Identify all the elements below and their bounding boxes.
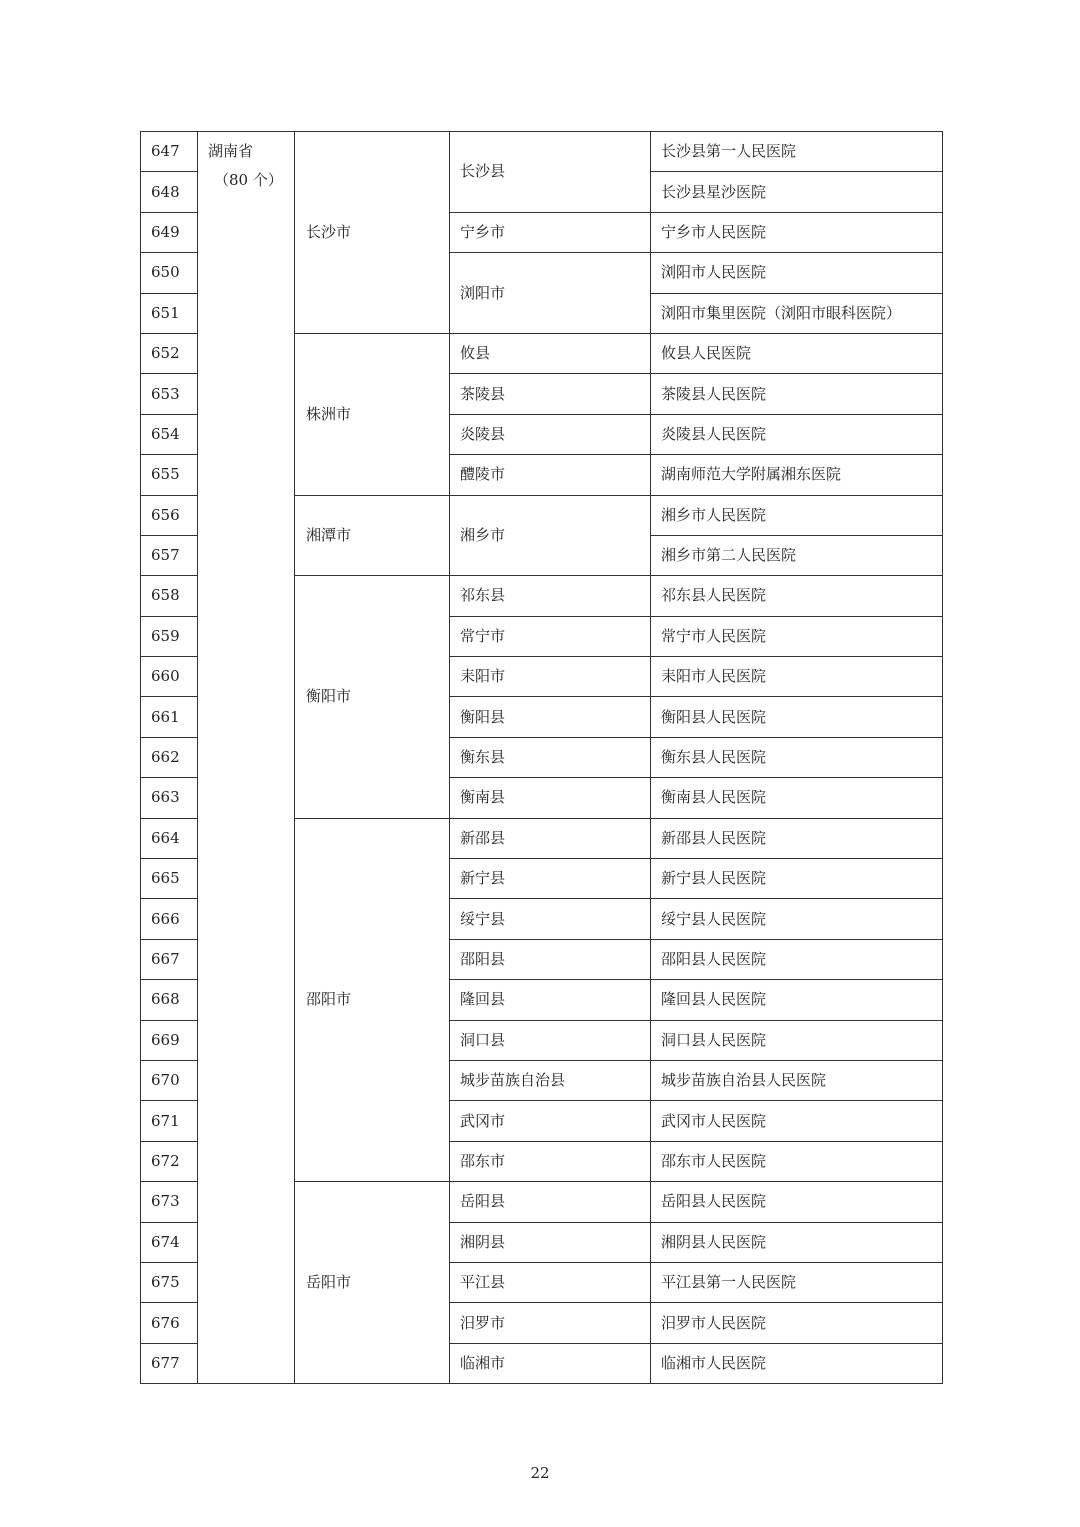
county-cell: 洞口县 <box>450 1020 651 1060</box>
county-cell: 耒阳市 <box>450 657 651 697</box>
hospital-cell: 长沙县星沙医院 <box>651 172 943 212</box>
county-cell: 湘乡市 <box>450 495 651 576</box>
county-cell: 醴陵市 <box>450 455 651 495</box>
row-number: 677 <box>141 1343 198 1383</box>
county-cell: 临湘市 <box>450 1343 651 1383</box>
row-number: 655 <box>141 455 198 495</box>
hospital-cell: 湖南师范大学附属湘东医院 <box>651 455 943 495</box>
county-cell: 城步苗族自治县 <box>450 1060 651 1100</box>
county-cell: 浏阳市 <box>450 253 651 334</box>
row-number: 673 <box>141 1182 198 1222</box>
hospital-cell: 城步苗族自治县人民医院 <box>651 1060 943 1100</box>
hospital-cell: 浏阳市集里医院（浏阳市眼科医院） <box>651 293 943 333</box>
hospital-cell: 衡阳县人民医院 <box>651 697 943 737</box>
row-number: 663 <box>141 778 198 818</box>
city-cell: 衡阳市 <box>295 576 450 818</box>
county-cell: 长沙县 <box>450 132 651 213</box>
hospital-cell: 浏阳市人民医院 <box>651 253 943 293</box>
row-number: 669 <box>141 1020 198 1060</box>
hospital-cell: 洞口县人民医院 <box>651 1020 943 1060</box>
county-cell: 宁乡市 <box>450 212 651 252</box>
county-cell: 汨罗市 <box>450 1303 651 1343</box>
hospital-cell: 平江县第一人民医院 <box>651 1262 943 1302</box>
county-cell: 茶陵县 <box>450 374 651 414</box>
hospital-cell: 绥宁县人民医院 <box>651 899 943 939</box>
row-number: 651 <box>141 293 198 333</box>
row-number: 671 <box>141 1101 198 1141</box>
hospital-cell: 炎陵县人民医院 <box>651 414 943 454</box>
hospital-cell: 耒阳市人民医院 <box>651 657 943 697</box>
county-cell: 岳阳县 <box>450 1182 651 1222</box>
hospital-cell: 宁乡市人民医院 <box>651 212 943 252</box>
row-number: 670 <box>141 1060 198 1100</box>
row-number: 656 <box>141 495 198 535</box>
row-number: 660 <box>141 657 198 697</box>
county-cell: 衡阳县 <box>450 697 651 737</box>
hospital-cell: 攸县人民医院 <box>651 333 943 373</box>
hospital-list-table <box>140 131 943 1384</box>
row-number: 657 <box>141 535 198 575</box>
hospital-cell: 新邵县人民医院 <box>651 818 943 858</box>
hospital-cell: 长沙县第一人民医院 <box>651 132 943 172</box>
hospital-cell: 衡南县人民医院 <box>651 778 943 818</box>
hospital-cell: 汨罗市人民医院 <box>651 1303 943 1343</box>
province-count: （80 个） <box>214 171 283 189</box>
county-cell: 祁东县 <box>450 576 651 616</box>
county-cell: 武冈市 <box>450 1101 651 1141</box>
row-number: 672 <box>141 1141 198 1181</box>
hospital-cell: 岳阳县人民医院 <box>651 1182 943 1222</box>
row-number: 674 <box>141 1222 198 1262</box>
county-cell: 邵阳县 <box>450 939 651 979</box>
hospital-cell: 隆回县人民医院 <box>651 980 943 1020</box>
hospital-cell: 衡东县人民医院 <box>651 737 943 777</box>
city-cell: 株洲市 <box>295 333 450 495</box>
row-number: 676 <box>141 1303 198 1343</box>
hospital-cell: 常宁市人民医院 <box>651 616 943 656</box>
city-cell: 长沙市 <box>295 132 450 334</box>
hospital-cell: 湘乡市人民医院 <box>651 495 943 535</box>
county-cell: 攸县 <box>450 333 651 373</box>
row-number: 666 <box>141 899 198 939</box>
city-cell: 邵阳市 <box>295 818 450 1182</box>
row-number: 659 <box>141 616 198 656</box>
hospital-cell: 湘阴县人民医院 <box>651 1222 943 1262</box>
county-cell: 隆回县 <box>450 980 651 1020</box>
hospital-cell: 邵东市人民医院 <box>651 1141 943 1181</box>
county-cell: 常宁市 <box>450 616 651 656</box>
row-number: 648 <box>141 172 198 212</box>
county-cell: 平江县 <box>450 1262 651 1302</box>
row-number: 664 <box>141 818 198 858</box>
row-number: 665 <box>141 859 198 899</box>
hospital-cell: 武冈市人民医院 <box>651 1101 943 1141</box>
county-cell: 衡南县 <box>450 778 651 818</box>
county-cell: 新邵县 <box>450 818 651 858</box>
hospital-cell: 邵阳县人民医院 <box>651 939 943 979</box>
hospital-cell: 湘乡市第二人民医院 <box>651 535 943 575</box>
county-cell: 绥宁县 <box>450 899 651 939</box>
row-number: 658 <box>141 576 198 616</box>
row-number: 668 <box>141 980 198 1020</box>
county-cell: 新宁县 <box>450 859 651 899</box>
row-number: 653 <box>141 374 198 414</box>
province-name: 湖南省 <box>208 142 254 160</box>
hospital-cell: 茶陵县人民医院 <box>651 374 943 414</box>
page-number: 22 <box>530 1464 550 1482</box>
hospital-cell: 新宁县人民医院 <box>651 859 943 899</box>
county-cell: 湘阴县 <box>450 1222 651 1262</box>
row-number: 652 <box>141 333 198 373</box>
row-number: 675 <box>141 1262 198 1302</box>
city-cell: 岳阳市 <box>295 1182 450 1384</box>
row-number: 662 <box>141 737 198 777</box>
county-cell: 衡东县 <box>450 737 651 777</box>
city-cell: 湘潭市 <box>295 495 450 576</box>
row-number: 649 <box>141 212 198 252</box>
county-cell: 炎陵县 <box>450 414 651 454</box>
table-row <box>141 132 943 172</box>
province-cell <box>198 132 295 1384</box>
hospital-cell: 临湘市人民医院 <box>651 1343 943 1383</box>
row-number: 654 <box>141 414 198 454</box>
row-number: 647 <box>141 132 198 172</box>
hospital-cell: 祁东县人民医院 <box>651 576 943 616</box>
row-number: 650 <box>141 253 198 293</box>
row-number: 667 <box>141 939 198 979</box>
row-number: 661 <box>141 697 198 737</box>
county-cell: 邵东市 <box>450 1141 651 1181</box>
